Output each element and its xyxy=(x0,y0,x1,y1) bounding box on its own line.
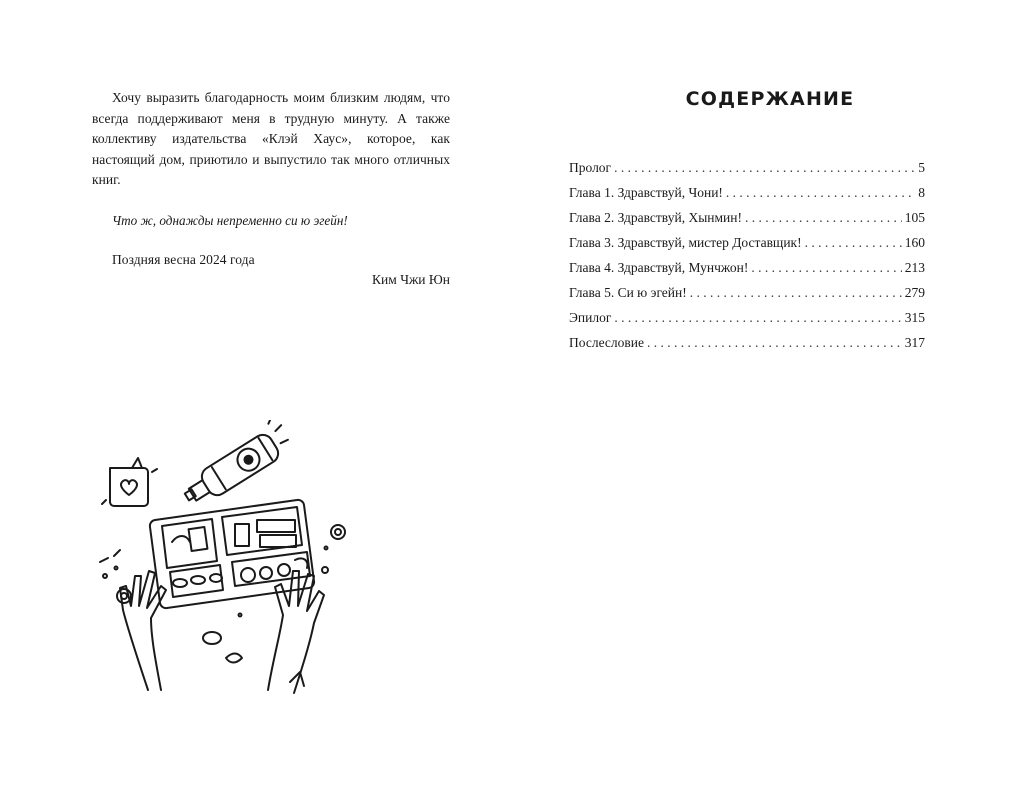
toc-item-label: Глава 1. Здравствуй, Чони! xyxy=(569,185,723,200)
toc-item-page: 279 xyxy=(904,285,925,300)
toc-item-page: 5 xyxy=(918,160,925,175)
toc-item[interactable] xyxy=(569,335,925,360)
right-page xyxy=(510,0,1020,790)
toc-title: СОДЕРЖАНИЕ xyxy=(685,88,855,110)
toc-leader xyxy=(751,260,901,276)
toc-leader xyxy=(614,310,901,326)
acknowledgment-paragraph: Хочу выразить благодарность моим близким людям, что всегда поддерживают меня в трудную минуту. А также коллективу издательства «Клэй Хаус», которое, как настоящий дом, приютило и выпустило так много отличных книг. xyxy=(92,90,450,188)
bottle-icon xyxy=(175,420,296,511)
toc-leader xyxy=(647,335,902,351)
lunchbox-icon xyxy=(150,500,314,608)
toc-leader xyxy=(726,185,915,201)
author-signature: Ким Чжи Юн xyxy=(372,272,450,288)
toc-item[interactable] xyxy=(569,210,925,235)
acknowledgments xyxy=(92,88,450,291)
toc-item-label: Эпилог xyxy=(569,310,612,325)
toc-item[interactable] xyxy=(569,185,925,210)
doodles-icon xyxy=(100,525,345,663)
toc-item-page: 8 xyxy=(918,185,925,200)
toc-item[interactable] xyxy=(569,260,925,285)
toc-item[interactable] xyxy=(569,235,925,260)
toc-item[interactable] xyxy=(569,160,925,185)
toc-item-label: Глава 3. Здравствуй, мистер Доставщик! xyxy=(569,235,802,250)
toc-item-page: 317 xyxy=(904,335,925,350)
toc-item-label: Глава 4. Здравствуй, Мунчжон! xyxy=(569,260,749,275)
chat-heart-icon xyxy=(102,458,157,506)
toc-item-page: 315 xyxy=(904,310,925,325)
toc-item-label: Глава 5. Си ю эгейн! xyxy=(569,285,687,300)
toc-item-label: Пролог xyxy=(569,160,612,175)
acknowledgment-quote: Что ж, однажды непременно си ю эгейн! xyxy=(112,212,348,228)
acknowledgment-date: Поздняя весна 2024 года xyxy=(112,251,255,267)
toc-leader xyxy=(690,285,902,301)
toc-item-page: 105 xyxy=(904,210,925,225)
table-of-contents xyxy=(569,160,925,360)
toc-item[interactable] xyxy=(569,310,925,335)
toc-item-label: Послесловие xyxy=(569,335,644,350)
toc-item[interactable] xyxy=(569,285,925,310)
lunchbox-illustration xyxy=(90,420,390,695)
toc-item-page: 213 xyxy=(904,260,925,275)
toc-item-page: 160 xyxy=(904,235,925,250)
toc-leader xyxy=(745,210,902,226)
toc-leader xyxy=(614,160,915,176)
toc-item-label: Глава 2. Здравствуй, Хынмин! xyxy=(569,210,742,225)
toc-leader xyxy=(805,235,902,251)
